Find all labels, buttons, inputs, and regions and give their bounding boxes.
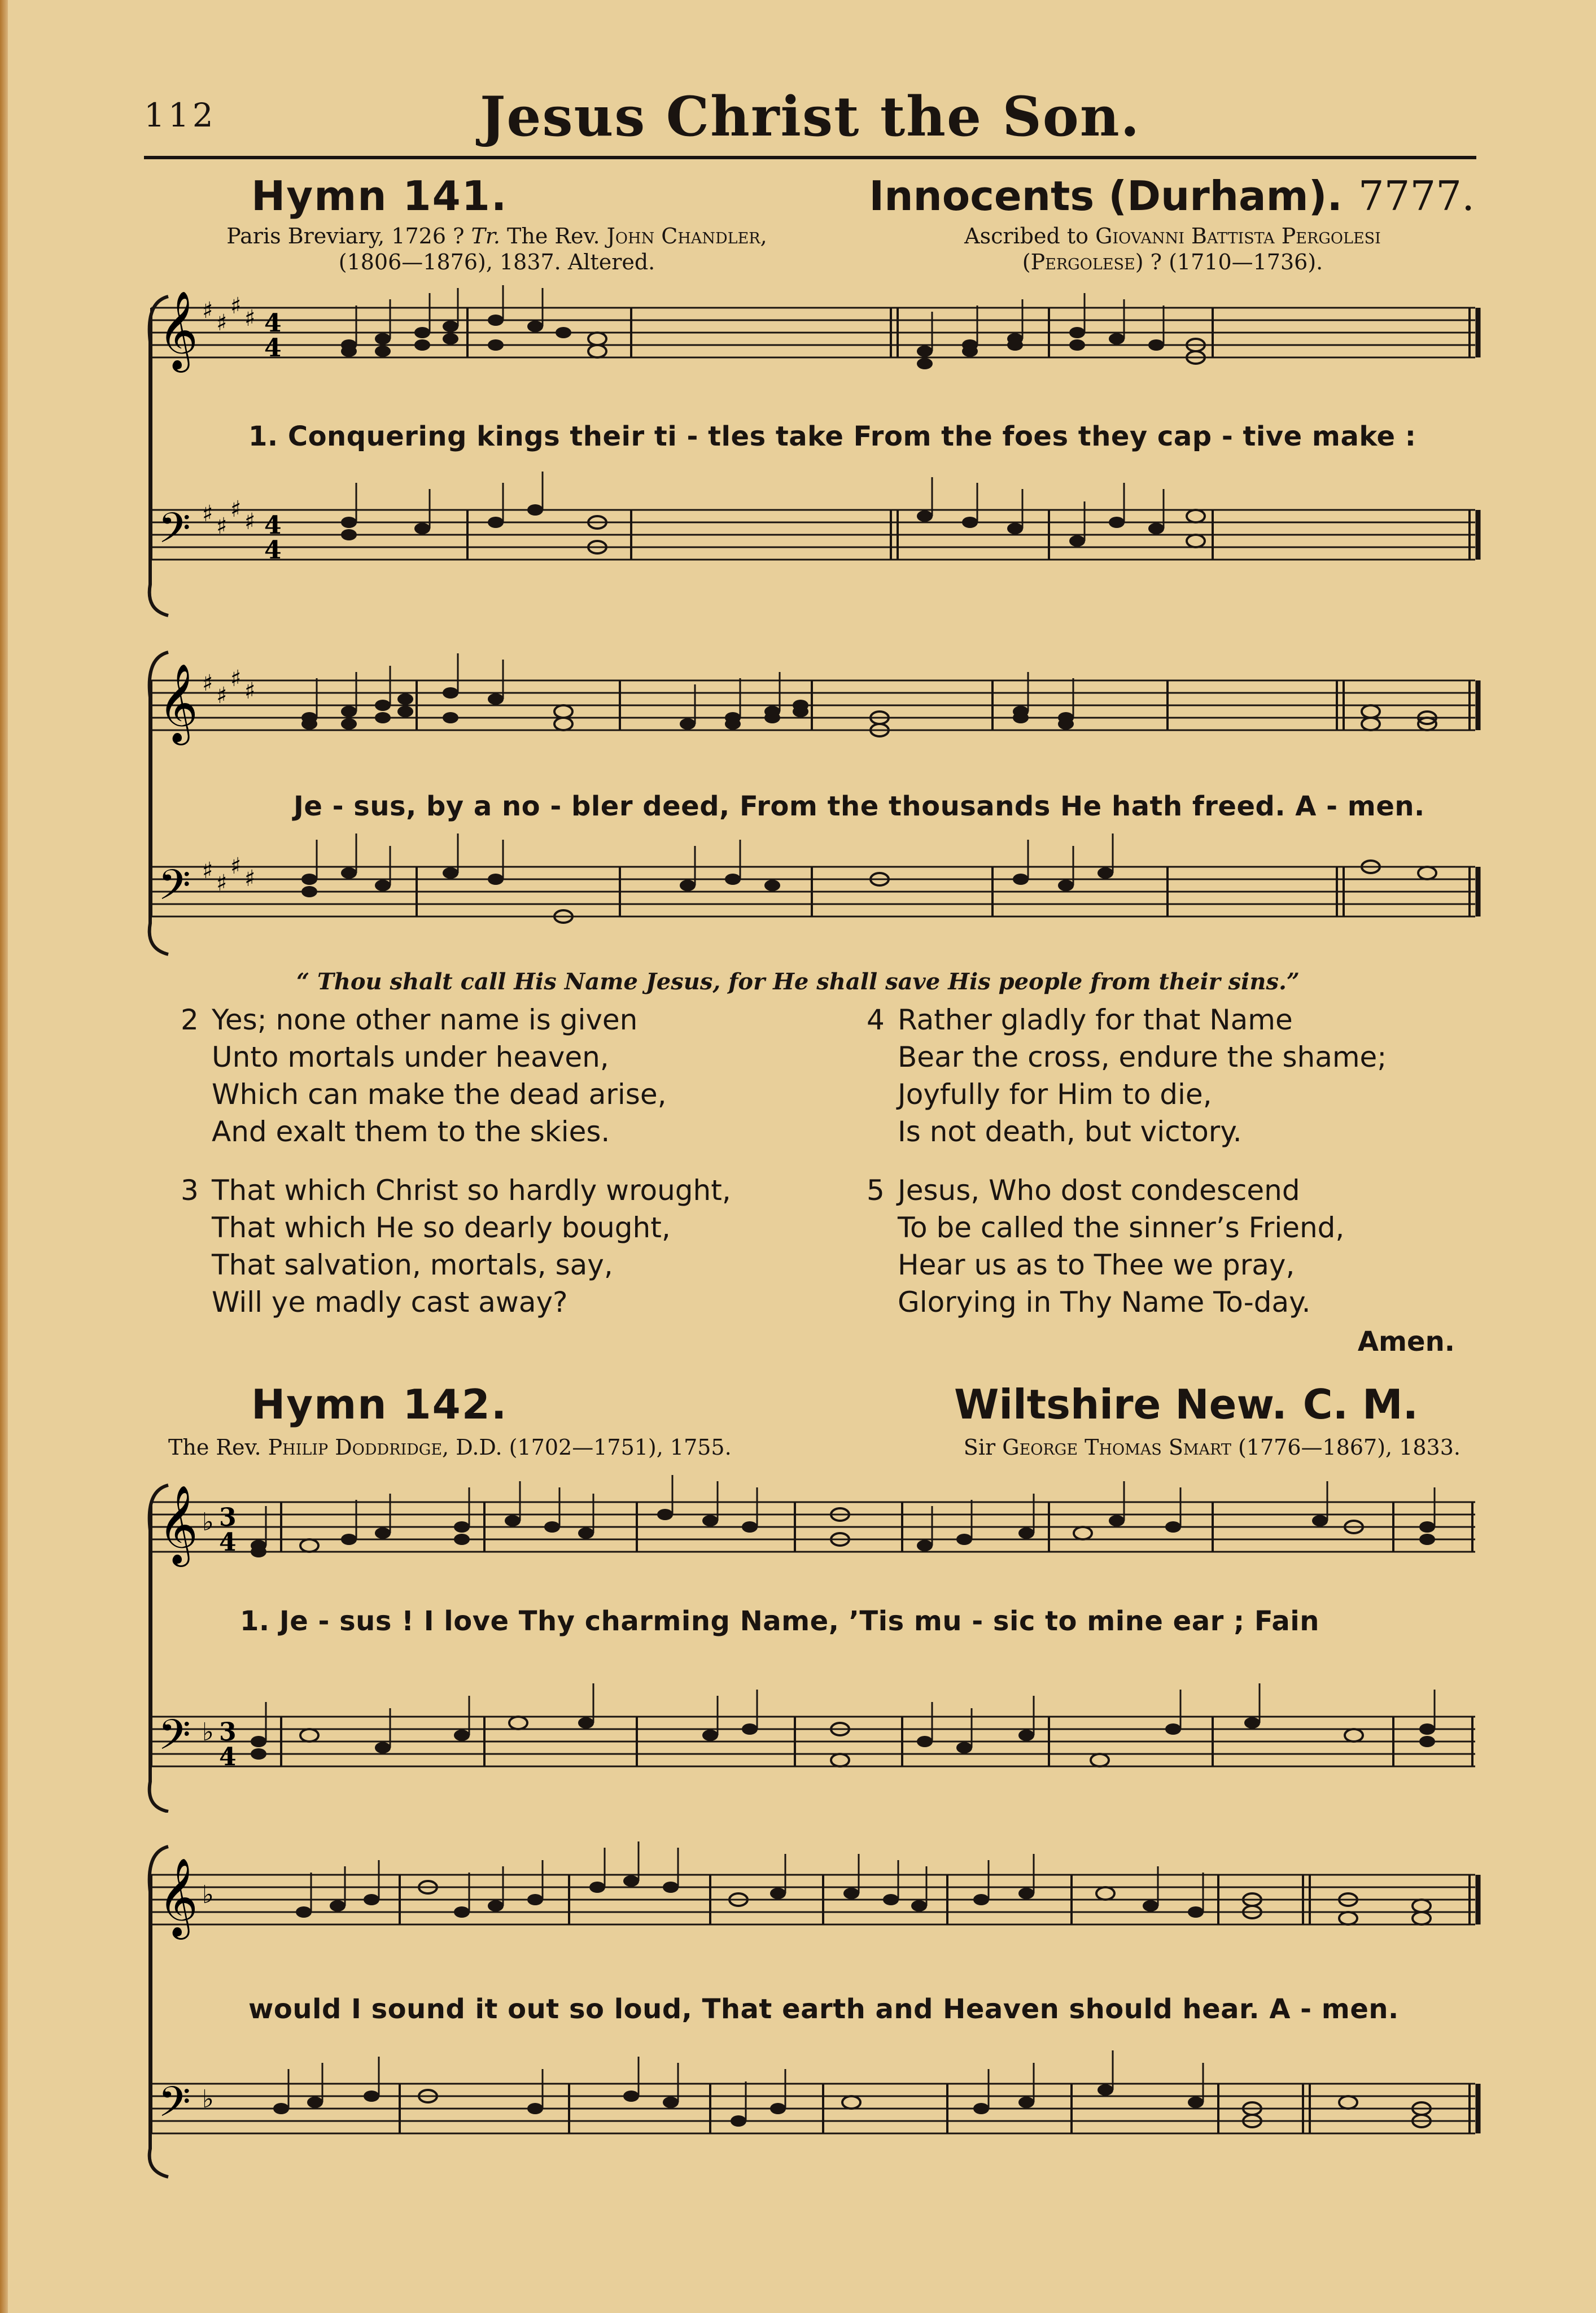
svg-text:𝄞: 𝄞 [158, 664, 198, 742]
verse-2 [181, 1001, 667, 1150]
verse-line: Glorying in Thy Name To-day. [898, 1286, 1311, 1319]
verse-number: 5 [867, 1174, 885, 1207]
svg-text:♯: ♯ [202, 298, 213, 324]
hymn-142-number: Hymn 142. [251, 1381, 508, 1428]
verse-line: Unto mortals under heaven, [212, 1041, 609, 1073]
svg-text:♯: ♯ [202, 858, 213, 884]
tune-meter: C. M. [1302, 1381, 1418, 1428]
svg-text:♯: ♯ [202, 501, 213, 527]
svg-text:4: 4 [264, 511, 282, 540]
verse-5 [867, 1172, 1345, 1321]
svg-text:♭: ♭ [202, 1880, 214, 1909]
verse-line: Which can make the dead arise, [212, 1078, 667, 1111]
svg-text:𝄢: 𝄢 [158, 2078, 191, 2137]
score-system [146, 1474, 1484, 1813]
credit-composer-alt: (Pergolese) [1022, 250, 1144, 274]
hymn-141-lyrics-line-2: Je - sus, by a no - bler deed, From the thousands He hath freed. A - men. [294, 791, 1425, 822]
svg-text:♯: ♯ [244, 678, 256, 704]
verse-line: Bear the cross, endure the shame; [898, 1041, 1387, 1073]
verse-number: 4 [867, 1003, 885, 1036]
svg-text:4: 4 [264, 536, 282, 565]
verse-number: 2 [181, 1003, 199, 1036]
hymn-141-tune [869, 172, 1475, 220]
hymn-141-lyrics-line-1: 1. Conquering kings their ti - tles take From the foes they cap - tive make : [248, 421, 1416, 452]
svg-text:♯: ♯ [244, 509, 256, 535]
hymn-141-number: Hymn 141. [251, 172, 508, 220]
verse-line: And exalt them to the skies. [212, 1115, 610, 1148]
credit-dates: (1806—1876), 1837. Altered. [338, 250, 655, 274]
credit-dates: (1776—1867), 1833. [1231, 1435, 1461, 1460]
hymn-141-music-credit [862, 223, 1483, 275]
verse-line: Rather gladly for that Name [898, 1003, 1293, 1036]
verse-line: To be called the sinner’s Friend, [898, 1211, 1345, 1244]
page-header [144, 85, 1476, 147]
svg-text:4: 4 [264, 309, 282, 338]
credit-text: Paris Breviary, 1726 ? [226, 224, 471, 248]
hymn-141-words-credit [169, 223, 824, 275]
verse-3 [181, 1172, 731, 1321]
page-number: 112 [144, 96, 217, 134]
credit-author: Philip Doddridge, [268, 1435, 449, 1460]
verse-line: Joyfully for Him to die, [898, 1078, 1212, 1111]
svg-text:♯: ♯ [216, 683, 228, 709]
credit-dates: ? (1710—1736). [1143, 250, 1323, 274]
tune-meter: 7777. [1358, 172, 1475, 220]
scripture-quote: “ Thou shalt call His Name Jesus, for He shall save His people from their sins.” [296, 968, 1300, 995]
verse-line: Yes; none other name is given [212, 1003, 638, 1036]
svg-text:♯: ♯ [216, 310, 228, 336]
svg-text:4: 4 [219, 1528, 237, 1557]
closing-amen: Amen. [1357, 1326, 1455, 1358]
hymn-142-tune [954, 1381, 1418, 1428]
verse-line: That which He so dearly bought, [212, 1211, 671, 1244]
svg-text:𝄢: 𝄢 [158, 861, 191, 920]
header-rule [144, 156, 1476, 159]
verse-4 [867, 1001, 1387, 1150]
svg-text:𝄢: 𝄢 [158, 504, 191, 563]
svg-text:♯: ♯ [244, 306, 256, 331]
svg-text:𝄢: 𝄢 [158, 1710, 191, 1770]
credit-dates: D.D. (1702—1751), 1755. [449, 1435, 732, 1460]
credit-composer: George Thomas Smart [1002, 1435, 1231, 1460]
credit-text: Sir [963, 1435, 1003, 1460]
svg-text:𝄞: 𝄞 [158, 1858, 198, 1936]
tune-name: Wiltshire New. [954, 1381, 1287, 1428]
svg-text:♯: ♯ [244, 866, 256, 892]
svg-text:♯: ♯ [216, 870, 228, 896]
credit-text: The Rev. [500, 224, 607, 248]
credit-composer: Giovanni Battista Pergolesi [1095, 224, 1381, 248]
svg-text:3: 3 [219, 1718, 237, 1747]
svg-text:♯: ♯ [202, 670, 213, 696]
verse-line: Will ye madly cast away? [212, 1286, 568, 1319]
svg-text:♯: ♯ [230, 293, 242, 319]
hymn-142-lyrics-line-2: would I sound it out so loud, That earth and Heaven should hear. A - men. [248, 1993, 1399, 2025]
page-edge [0, 0, 8, 2313]
running-title: Jesus Christ the Son. [479, 85, 1141, 149]
svg-text:♭: ♭ [202, 2085, 214, 2114]
svg-text:3: 3 [219, 1503, 237, 1532]
verse-line: Is not death, but victory. [898, 1115, 1242, 1148]
svg-text:♭: ♭ [202, 1508, 214, 1537]
svg-text:♯: ♯ [230, 666, 242, 692]
svg-text:4: 4 [219, 1743, 237, 1771]
verse-number: 3 [181, 1174, 199, 1207]
svg-text:𝄞: 𝄞 [158, 1485, 198, 1564]
credit-tr: Tr. [471, 224, 500, 248]
svg-text:♯: ♯ [216, 513, 228, 539]
credit-author: John Chandler, [606, 224, 767, 248]
tune-name: Innocents (Durham). [869, 172, 1343, 220]
svg-text:♭: ♭ [202, 1718, 214, 1747]
verse-line: Hear us as to Thee we pray, [898, 1249, 1295, 1281]
verse-line: Jesus, Who dost condescend [898, 1174, 1300, 1207]
music-system-142-1 [146, 1474, 1484, 1813]
hymn-142-words-credit [168, 1434, 732, 1460]
svg-text:♯: ♯ [230, 496, 242, 522]
hymn-142-lyrics-line-1: 1. Je - sus ! I love Thy charming Name, ’Tis mu - sic to mine ear ; Fain [240, 1605, 1319, 1637]
svg-text:𝄞: 𝄞 [158, 291, 198, 369]
credit-text: The Rev. [168, 1435, 268, 1460]
credit-text: Ascribed to [964, 224, 1096, 248]
svg-text:4: 4 [264, 334, 282, 363]
verse-line: That salvation, mortals, say, [212, 1249, 613, 1281]
verse-line: That which Christ so hardly wrought, [212, 1174, 731, 1207]
hymn-142-music-credit [964, 1434, 1461, 1460]
svg-text:♯: ♯ [230, 853, 242, 879]
